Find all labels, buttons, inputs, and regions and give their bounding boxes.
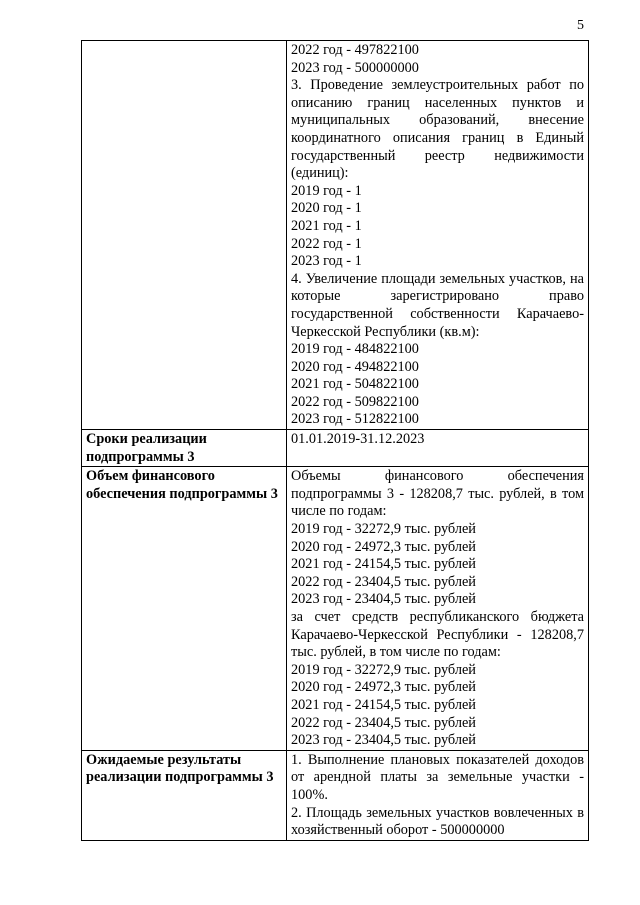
content-line: 2019 год - 32272,9 тыс. рублей [291, 661, 476, 678]
content-line: 2023 год - 23404,5 тыс. рублей [291, 591, 476, 608]
content-line: 2019 год - 1 [291, 182, 362, 199]
table-row [82, 430, 589, 467]
content-line: 2023 год - 500000000 [291, 59, 419, 76]
row-content [287, 430, 589, 467]
row-content [287, 41, 589, 430]
content-line: 2022 год - 509822100 [291, 393, 419, 410]
passport-table [81, 40, 589, 841]
row-label [82, 41, 287, 430]
content-line: 01.01.2019-31.12.2023 [291, 431, 425, 448]
content-line: за счет средств республиканского бюджета Карачаево-Черкесской Республики - 128208,7 тыс. рублей, в том числе по годам: [291, 609, 584, 661]
page-number: 5 [577, 18, 584, 33]
content-line: 2022 год - 1 [291, 235, 362, 252]
table-row [82, 41, 589, 430]
content-line: 2023 год - 23404,5 тыс. рублей [291, 732, 476, 749]
content-line: 2. Площадь земельных участков вовлеченных в хозяйственный оборот - 500000000 [291, 804, 584, 839]
content-line: 2019 год - 32272,9 тыс. рублей [291, 521, 476, 538]
content-line: 4. Увеличение площади земельных участков, на которые зарегистрировано право государственной собственности Карачаево-Черкесской Республики (кв.м): [291, 270, 584, 340]
content-line: 2022 год - 497822100 [291, 42, 419, 58]
row-label: Сроки реализации подпрограммы 3 [82, 430, 287, 467]
content-line: 2022 год - 23404,5 тыс. рублей [291, 714, 476, 731]
table-row [82, 750, 589, 840]
content-line: 2021 год - 1 [291, 217, 362, 234]
content-line: 2021 год - 24154,5 тыс. рублей [291, 556, 476, 573]
row-content [287, 750, 589, 840]
content-line: Объемы финансового обеспечения подпрограммы 3 - 128208,7 тыс. рублей, в том числе по годам: [291, 468, 584, 520]
content-line: 2022 год - 23404,5 тыс. рублей [291, 573, 476, 590]
content-line: 2023 год - 512822100 [291, 411, 419, 428]
table-row [82, 467, 589, 751]
row-content [287, 467, 589, 751]
content-line: 3. Проведение землеустроительных работ по описанию границ населенных пунктов и муниципальных образований, внесение координатного описания границ в Единый государственный реестр недвижимости (единиц): [291, 77, 584, 182]
content-line: 2019 год - 484822100 [291, 341, 419, 358]
content-line: 2020 год - 24972,3 тыс. рублей [291, 679, 476, 696]
row-label: Ожидаемые результаты реализации подпрограммы 3 [82, 750, 287, 840]
row-label: Объем финансового обеспечения подпрограммы 3 [82, 467, 287, 751]
content-line: 2021 год - 24154,5 тыс. рублей [291, 696, 476, 713]
content-line: 1. Выполнение плановых показателей доходов от арендной платы за земельные участки - 100%. [291, 751, 584, 803]
content-line: 2020 год - 494822100 [291, 358, 419, 375]
content-line: 2023 год - 1 [291, 253, 362, 270]
content-line: 2021 год - 504822100 [291, 376, 419, 393]
content-line: 2020 год - 24972,3 тыс. рублей [291, 538, 476, 555]
content-line: 2020 год - 1 [291, 200, 362, 217]
